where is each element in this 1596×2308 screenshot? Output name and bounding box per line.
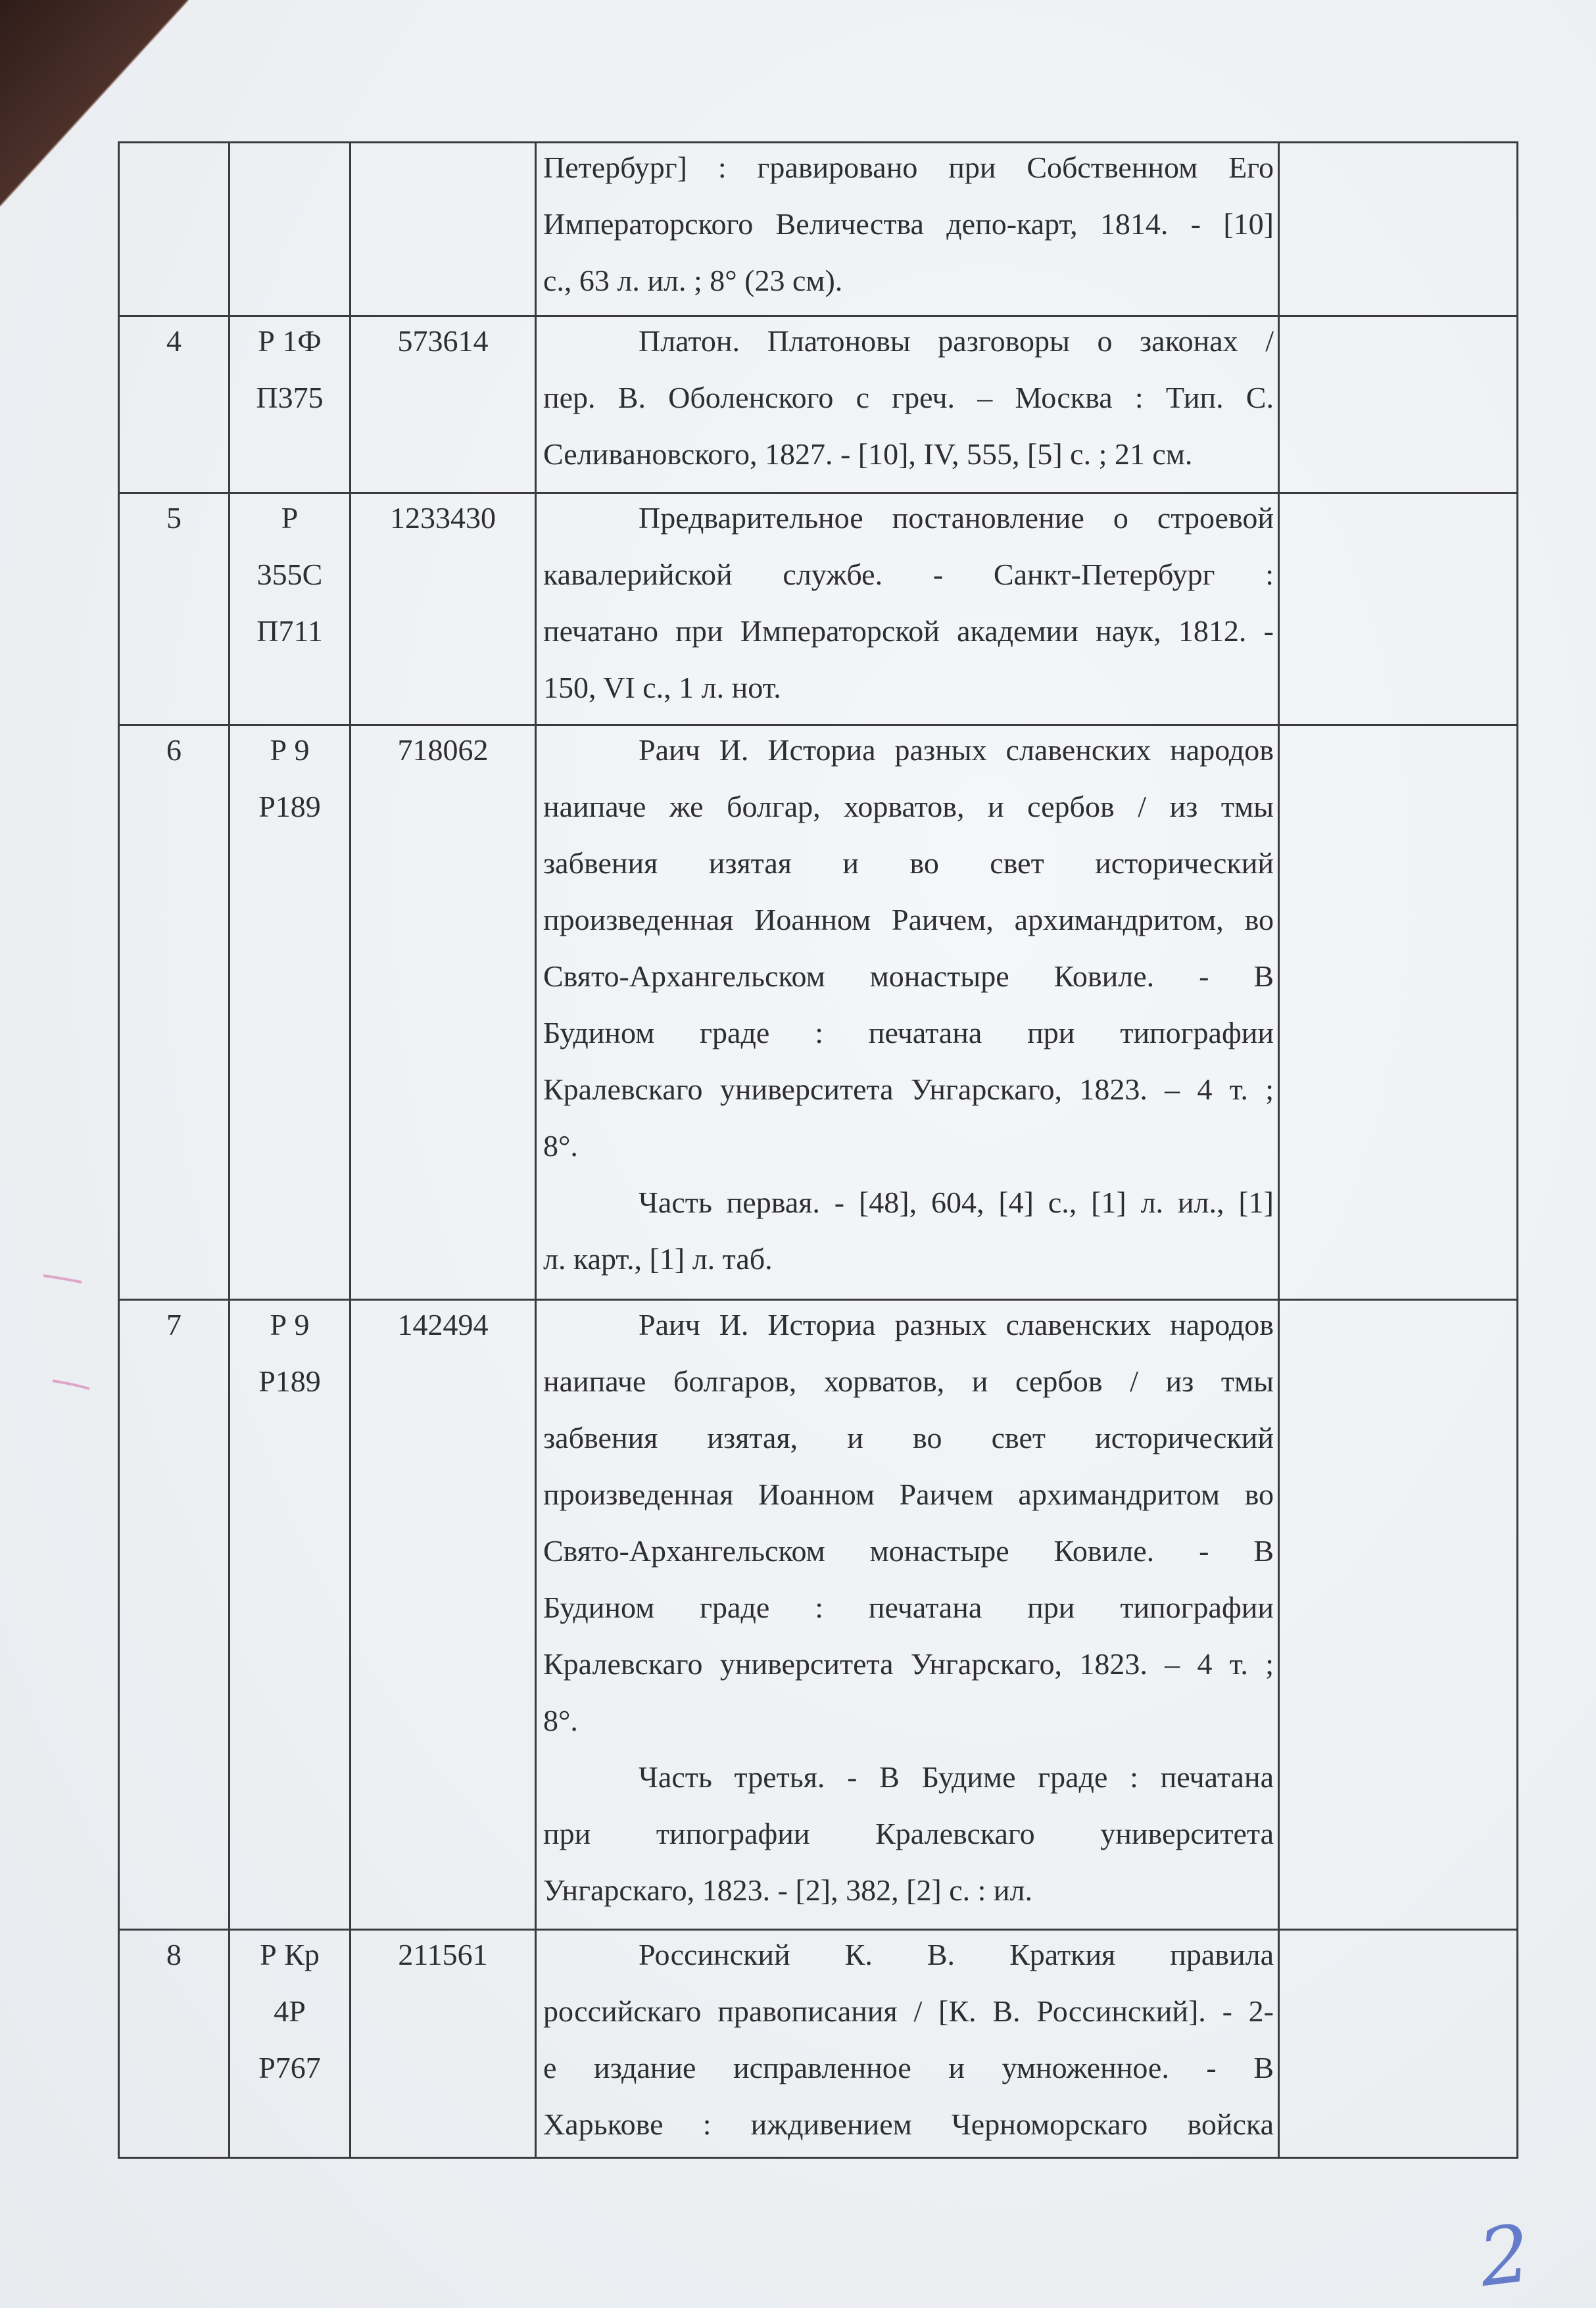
- shelfmark-cell: [230, 316, 351, 493]
- entry-number-cell: [119, 725, 230, 1300]
- description-line: л. карт., [1] л. таб.: [543, 1242, 773, 1276]
- description-line: Свято-Архангельском монастыре Ковиле. - В: [543, 959, 1274, 993]
- description-line: Часть третья. - В Будиме граде : печатана: [639, 1760, 1274, 1794]
- notes-cell: [1279, 1930, 1518, 2158]
- shelfmark-line: Р767: [258, 2051, 321, 2084]
- shelfmark-line: Р 1Ф: [258, 324, 322, 358]
- table-row: [119, 1300, 1518, 1930]
- notes-cell: [1279, 143, 1518, 316]
- description-line: забвения изятая, и во свет исторический: [543, 1421, 1274, 1455]
- entry-number-cell: [119, 1300, 230, 1930]
- inventory-number: 142494: [397, 1308, 489, 1341]
- description-line: Раич И. Историа разных славенских народов: [639, 1308, 1274, 1341]
- description-line: Часть первая. - [48], 604, [4] с., [1] л. ил., [1]: [639, 1186, 1274, 1219]
- description-line: Унгарскаго, 1823. - [2], 382, [2] с. : ил.: [543, 1873, 1032, 1907]
- description-cell: [536, 1930, 1279, 2158]
- description-line: 8°.: [543, 1129, 578, 1163]
- entry-number: 6: [166, 733, 181, 767]
- inventory-number-cell: [351, 316, 536, 493]
- notes-cell: [1279, 725, 1518, 1300]
- inventory-number: 573614: [397, 324, 489, 358]
- shelfmark-cell: [230, 725, 351, 1300]
- description-line: Раич И. Историа разных славенских народов: [639, 733, 1274, 767]
- entry-number-cell: [119, 316, 230, 493]
- notes-cell: [1279, 493, 1518, 725]
- margin-pen-marks: [0, 0, 132, 1447]
- description-line: российскаго правописания / [К. В. Россинский]. - 2-: [543, 1994, 1274, 2028]
- shelfmark-cell: [230, 1300, 351, 1930]
- entry-number: 8: [166, 1938, 181, 1971]
- description-line: произведенная Иоанном Раичем архимандритом во: [543, 1478, 1274, 1511]
- entry-number: 4: [166, 324, 181, 358]
- description-cell: [536, 493, 1279, 725]
- inventory-number: 1233430: [390, 501, 496, 535]
- description-cell: [536, 143, 1279, 316]
- table-row: [119, 493, 1518, 725]
- table-row: [119, 1930, 1518, 2158]
- table-row: [119, 725, 1518, 1300]
- shelfmark-line: Р: [281, 501, 299, 535]
- description-line: пер. В. Оболенского с греч. – Москва : Тип. С.: [543, 381, 1274, 414]
- description-line: Селивановского, 1827. - [10], IV, 555, [5] с. ; 21 см.: [543, 437, 1193, 471]
- inventory-number: 211561: [398, 1938, 488, 1971]
- entry-number-cell: [119, 493, 230, 725]
- entry-number-cell: [119, 1930, 230, 2158]
- description-line: наипаче болгаров, хорватов, и сербов / из тмы: [543, 1364, 1274, 1398]
- handwritten-page-number: 2: [1474, 2207, 1536, 2305]
- shelfmark-line: Р189: [258, 790, 321, 823]
- description-cell: [536, 316, 1279, 493]
- shelfmark-line: П375: [256, 381, 324, 414]
- catalog-table: [118, 141, 1518, 2159]
- description-line: печатано при Императорской академии наук, 1812. -: [543, 614, 1274, 648]
- description-line: Будином граде : печатана при типографии: [543, 1016, 1274, 1049]
- inventory-number: 718062: [397, 733, 489, 767]
- shelfmark-line: П711: [256, 614, 323, 648]
- shelfmark-line: 4Р: [274, 1994, 306, 2028]
- description-line: Императорского Величества депо-карт, 1814. - [10]: [543, 207, 1274, 241]
- description-line: при типографии Кралевскаго университета: [543, 1817, 1274, 1850]
- description-line: забвения изятая и во свет исторический: [543, 846, 1274, 880]
- description-cell: [536, 1300, 1279, 1930]
- shelfmark-cell: [230, 1930, 351, 2158]
- notes-cell: [1279, 316, 1518, 493]
- description-line: Свято-Архангельском монастыре Ковиле. - В: [543, 1534, 1274, 1568]
- shelfmark-line: 355С: [256, 558, 323, 591]
- shelfmark-line: Р189: [258, 1364, 321, 1398]
- description-line: Харькове : иждивением Черноморскаго войска: [543, 2107, 1274, 2141]
- inventory-number-cell: [351, 1300, 536, 1930]
- shelfmark-cell: [230, 493, 351, 725]
- shelfmark-line: Р 9: [270, 1308, 310, 1341]
- description-line: наипаче же болгар, хорватов, и сербов / из тмы: [543, 790, 1274, 823]
- inventory-number-cell: [351, 1930, 536, 2158]
- inventory-number-cell: [351, 143, 536, 316]
- description-cell: [536, 725, 1279, 1300]
- description-line: 8°.: [543, 1704, 578, 1737]
- description-line: е издание исправленное и умноженное. - В: [543, 2051, 1274, 2084]
- entry-number: 7: [166, 1308, 181, 1341]
- entry-number: 5: [166, 501, 181, 535]
- description-line: Кралевскаго университета Унгарскаго, 1823. – 4 т. ;: [543, 1647, 1274, 1681]
- table-row: [119, 143, 1518, 316]
- shelfmark-line: Р 9: [270, 733, 310, 767]
- table-row: [119, 316, 1518, 493]
- entry-number-cell: [119, 143, 230, 316]
- shelfmark-cell: [230, 143, 351, 316]
- notes-cell: [1279, 1300, 1518, 1930]
- inventory-number-cell: [351, 493, 536, 725]
- description-line: Предварительное постановление о строевой: [639, 501, 1274, 535]
- description-line: Будином граде : печатана при типографии: [543, 1591, 1274, 1624]
- description-line: Петербург] : гравировано при Собственном Его: [543, 151, 1274, 184]
- shelfmark-line: Р Кр: [260, 1938, 320, 1971]
- description-line: 150, VI с., 1 л. нот.: [543, 671, 781, 704]
- description-line: с., 63 л. ил. ; 8° (23 см).: [543, 264, 843, 297]
- description-line: произведенная Иоанном Раичем, архимандритом, во: [543, 903, 1274, 936]
- description-line: Кралевскаго университета Унгарскаго, 1823. – 4 т. ;: [543, 1072, 1274, 1106]
- inventory-number-cell: [351, 725, 536, 1300]
- description-line: Россинский К. В. Краткия правила: [639, 1938, 1274, 1971]
- description-line: кавалерийской службе. - Санкт-Петербург :: [543, 558, 1274, 591]
- description-line: Платон. Платоновы разговоры о законах /: [639, 324, 1274, 358]
